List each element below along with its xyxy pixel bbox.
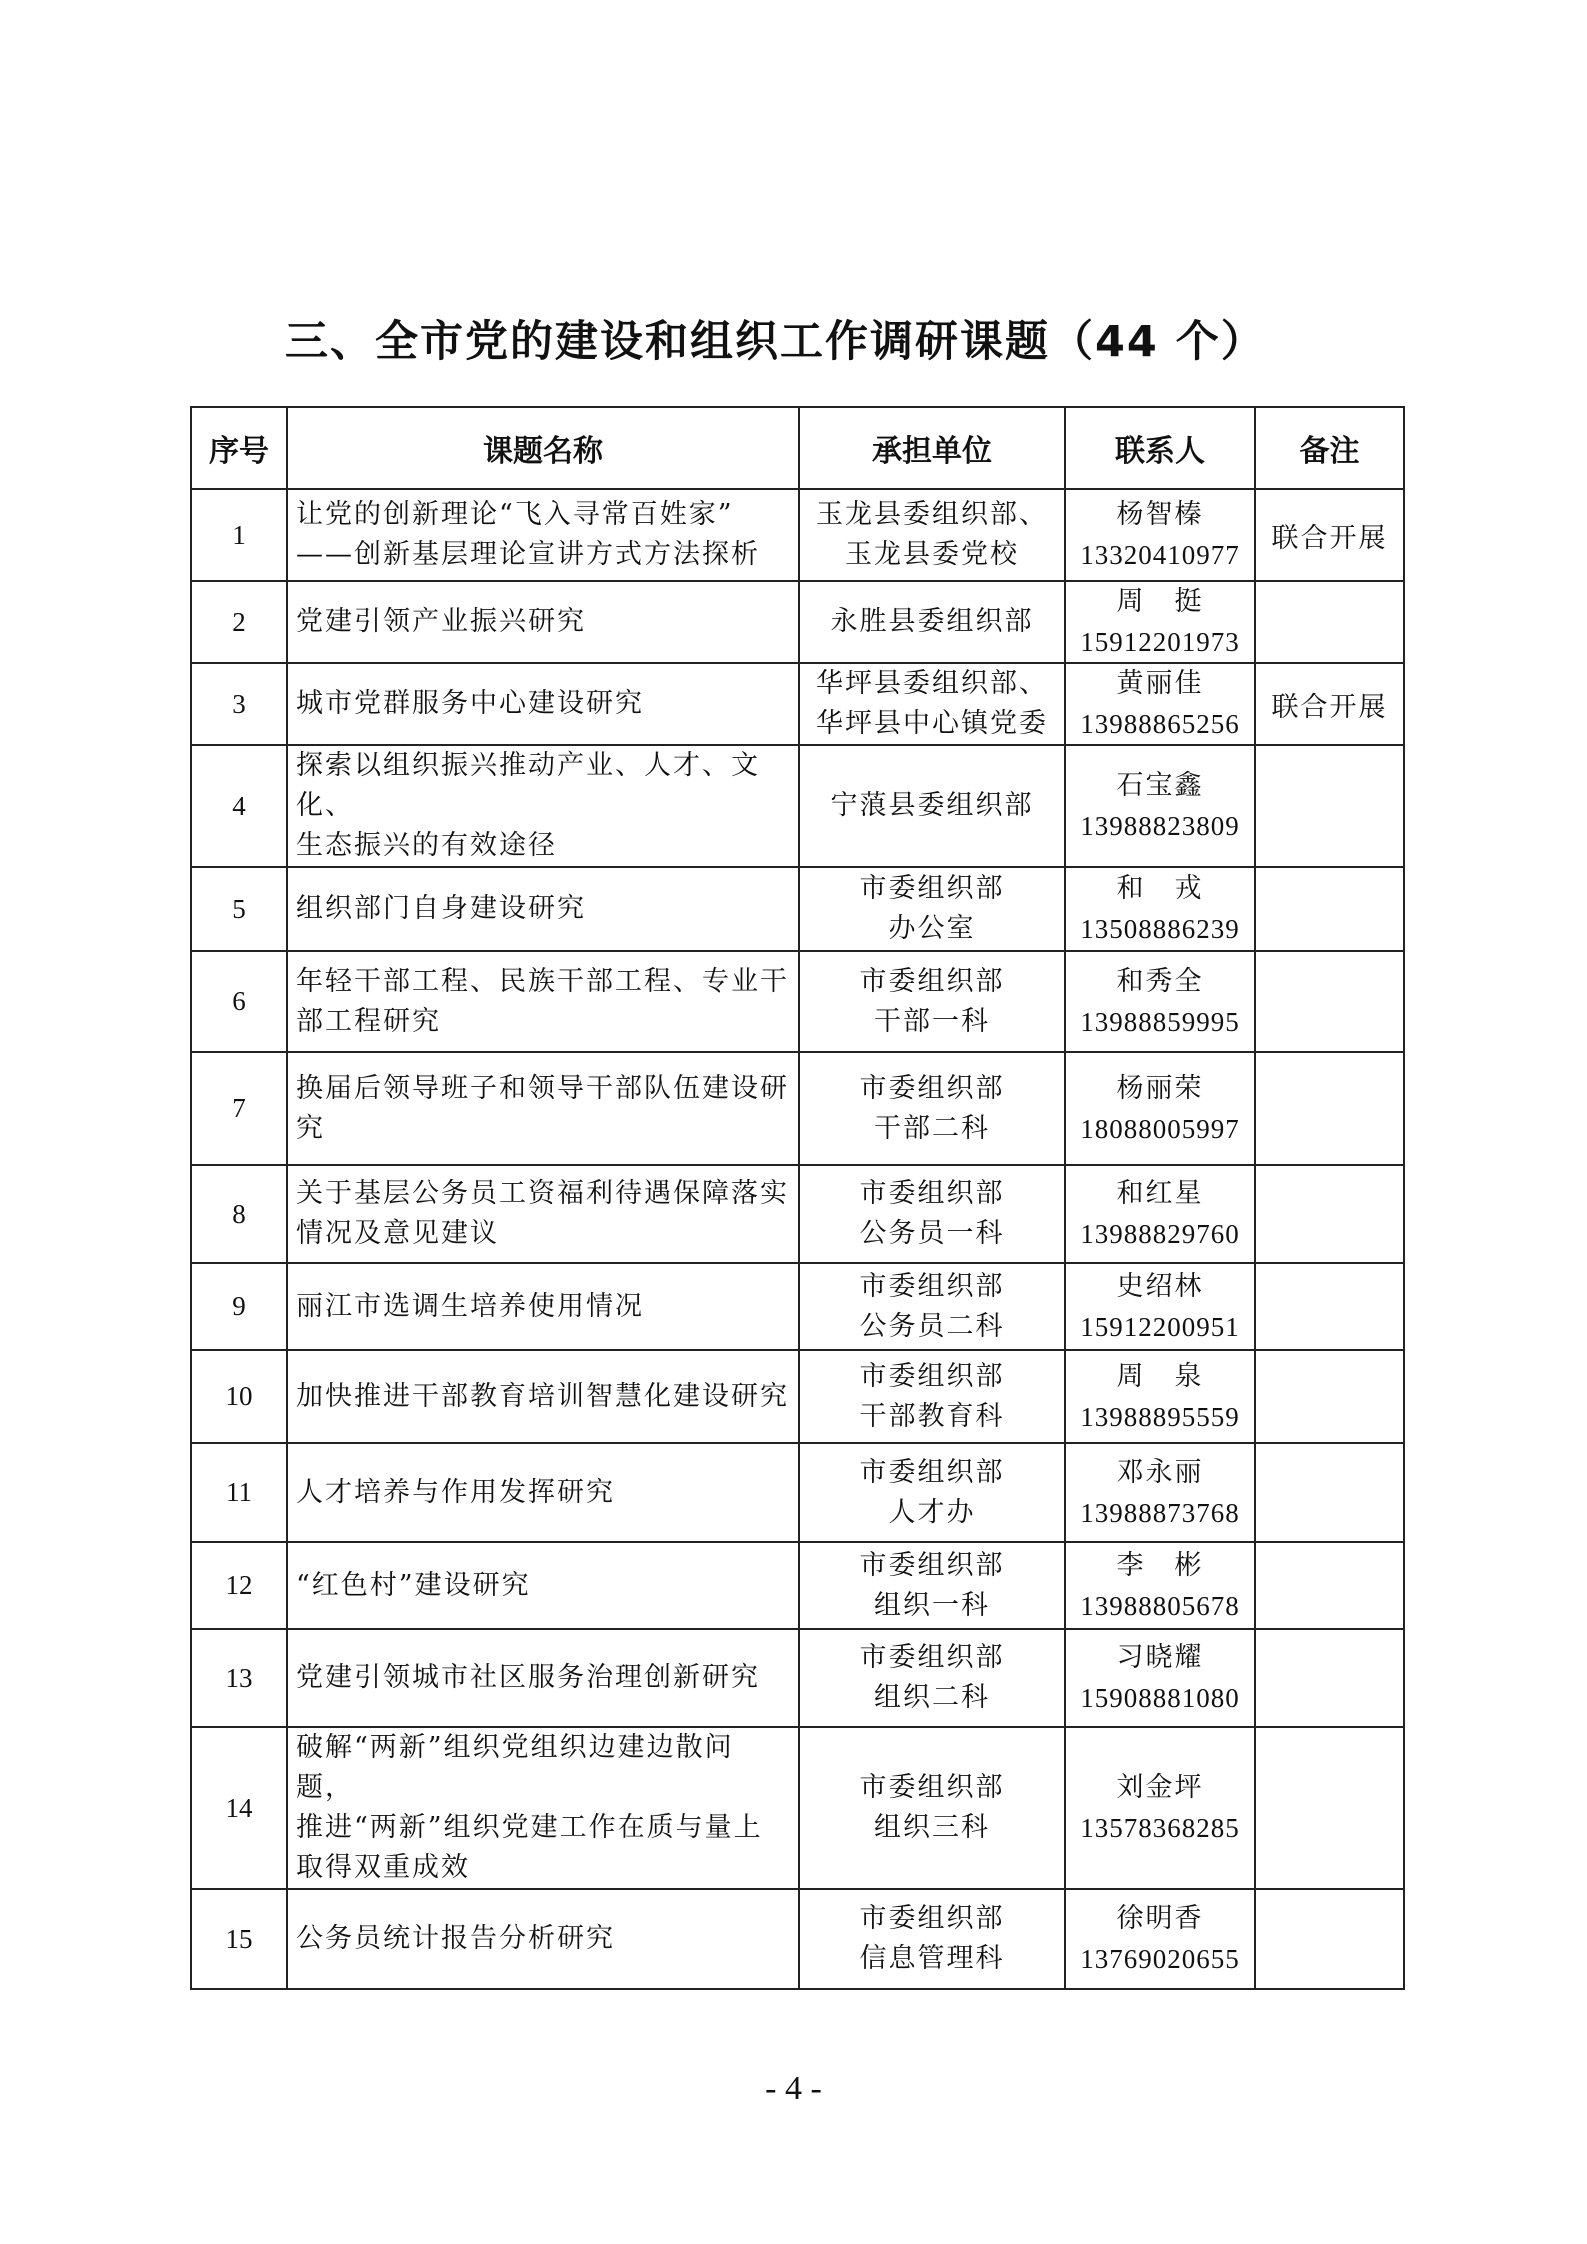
remark (1255, 1443, 1404, 1542)
remark (1255, 1263, 1404, 1350)
contact-name: 和 戎 (1116, 873, 1204, 904)
column-header-no: 序号 (191, 407, 287, 489)
table-row (191, 663, 1404, 745)
topic-title: 让党的创新理论“飞入寻常百姓家” ——创新基层理论宣讲方式方法探析 (287, 489, 799, 581)
responsible-unit: 市委组织部 办公室 (799, 867, 1065, 951)
contact-name: 杨智榛 (1116, 499, 1204, 530)
responsible-unit: 市委组织部 信息管理科 (799, 1889, 1065, 1989)
contact-cell (1065, 1629, 1255, 1727)
responsible-unit: 市委组织部 组织三科 (799, 1727, 1065, 1889)
research-topics-table (190, 406, 1405, 1990)
remark (1255, 1350, 1404, 1443)
topic-title: 党建引领城市社区服务治理创新研究 (287, 1629, 799, 1727)
contact-phone: 15912200951 (1080, 1311, 1240, 1342)
contact-phone: 18088005997 (1080, 1113, 1240, 1144)
table-row (191, 1443, 1404, 1542)
topic-title: 城市党群服务中心建设研究 (287, 663, 799, 745)
contact-cell (1065, 1889, 1255, 1989)
contact-phone: 13769020655 (1080, 1944, 1240, 1974)
contact-name: 周 挺 (1116, 586, 1204, 617)
topic-title: 人才培养与作用发挥研究 (287, 1443, 799, 1542)
row-number: 8 (191, 1165, 287, 1263)
remark (1255, 1629, 1404, 1727)
responsible-unit: 市委组织部 组织二科 (799, 1629, 1065, 1727)
topic-title: 探索以组织振兴推动产业、人才、文化、 生态振兴的有效途径 (287, 745, 799, 867)
remark (1255, 867, 1404, 951)
table-row (191, 1263, 1404, 1350)
table-row (191, 1889, 1404, 1989)
table-row (191, 581, 1404, 663)
contact-name: 徐明香 (1116, 1903, 1204, 1934)
row-number: 9 (191, 1263, 287, 1350)
responsible-unit: 永胜县委组织部 (799, 581, 1065, 663)
remark (1255, 1165, 1404, 1263)
contact-phone: 13988829760 (1080, 1219, 1240, 1249)
contact-cell (1065, 581, 1255, 663)
contact-cell (1065, 663, 1255, 745)
row-number: 13 (191, 1629, 287, 1727)
responsible-unit: 玉龙县委组织部、 玉龙县委党校 (799, 489, 1065, 581)
row-number: 7 (191, 1052, 287, 1165)
contact-phone: 13988823809 (1080, 811, 1240, 841)
table-row (191, 1052, 1404, 1165)
remark (1255, 1052, 1404, 1165)
topic-title: 破解“两新”组织党组织边建边散问题， 推进“两新”组织党建工作在质与量上 取得双重成效 (287, 1727, 799, 1889)
contact-name: 杨丽荣 (1116, 1072, 1204, 1104)
contact-cell (1065, 489, 1255, 581)
responsible-unit: 华坪县委组织部、 华坪县中心镇党委 (799, 663, 1065, 745)
responsible-unit: 市委组织部 干部教育科 (799, 1350, 1065, 1443)
remark (1255, 745, 1404, 867)
contact-name: 黄丽佳 (1116, 668, 1204, 699)
contact-cell (1065, 1443, 1255, 1542)
contact-cell (1065, 951, 1255, 1052)
row-number: 3 (191, 663, 287, 745)
row-number: 4 (191, 745, 287, 867)
topic-title: 组织部门自身建设研究 (287, 867, 799, 951)
contact-phone: 13988895559 (1080, 1401, 1240, 1432)
contact-cell (1065, 1727, 1255, 1889)
topic-title: 公务员统计报告分析研究 (287, 1889, 799, 1989)
row-number: 10 (191, 1350, 287, 1443)
contact-name: 石宝鑫 (1116, 770, 1204, 801)
contact-name: 和红星 (1116, 1178, 1204, 1209)
topic-title: 年轻干部工程、民族干部工程、专业干 部工程研究 (287, 951, 799, 1052)
contact-cell (1065, 745, 1255, 867)
remark: 联合开展 (1255, 663, 1404, 745)
contact-cell (1065, 1165, 1255, 1263)
column-header-contact: 联系人 (1065, 407, 1255, 489)
responsible-unit: 市委组织部 人才办 (799, 1443, 1065, 1542)
responsible-unit: 市委组织部 公务员一科 (799, 1165, 1065, 1263)
column-header-unit: 承担单位 (799, 407, 1065, 489)
remark (1255, 1889, 1404, 1989)
contact-phone: 13320410977 (1080, 540, 1240, 570)
contact-cell (1065, 1542, 1255, 1629)
column-header-note: 备注 (1255, 407, 1404, 489)
contact-phone: 13508886239 (1080, 914, 1240, 944)
contact-phone: 13988873768 (1080, 1497, 1240, 1528)
row-number: 15 (191, 1889, 287, 1989)
row-number: 11 (191, 1443, 287, 1542)
contact-cell (1065, 867, 1255, 951)
remark (1255, 581, 1404, 663)
contact-phone: 13988805678 (1080, 1590, 1240, 1621)
contact-phone: 13988865256 (1080, 709, 1240, 739)
responsible-unit: 市委组织部 公务员二科 (799, 1263, 1065, 1350)
contact-phone: 15912201973 (1080, 627, 1240, 657)
row-number: 1 (191, 489, 287, 581)
row-number: 5 (191, 867, 287, 951)
column-header-title: 课题名称 (287, 407, 799, 489)
remark (1255, 951, 1404, 1052)
topic-title: 党建引领产业振兴研究 (287, 581, 799, 663)
row-number: 6 (191, 951, 287, 1052)
contact-name: 刘金坪 (1116, 1772, 1204, 1803)
responsible-unit: 市委组织部 组织一科 (799, 1542, 1065, 1629)
contact-name: 习晓耀 (1116, 1642, 1204, 1673)
contact-cell (1065, 1263, 1255, 1350)
remark: 联合开展 (1255, 489, 1404, 581)
topic-title: “红色村”建设研究 (287, 1542, 799, 1629)
row-number: 14 (191, 1727, 287, 1889)
contact-name: 李 彬 (1116, 1549, 1204, 1581)
contact-name: 史绍林 (1116, 1270, 1204, 1302)
table-row (191, 1542, 1404, 1629)
table-row (191, 745, 1404, 867)
row-number: 2 (191, 581, 287, 663)
contact-name: 和秀全 (1116, 965, 1204, 997)
contact-phone: 13578368285 (1080, 1813, 1240, 1843)
contact-name: 邓永丽 (1116, 1456, 1204, 1488)
contact-cell (1065, 1052, 1255, 1165)
table-row (191, 1165, 1404, 1263)
remark (1255, 1542, 1404, 1629)
topic-title: 加快推进干部教育培训智慧化建设研究 (287, 1350, 799, 1443)
contact-cell (1065, 1350, 1255, 1443)
topic-title: 丽江市选调生培养使用情况 (287, 1263, 799, 1350)
table-row (191, 951, 1404, 1052)
contact-phone: 13988859995 (1080, 1006, 1240, 1037)
contact-name: 周 泉 (1116, 1360, 1204, 1392)
responsible-unit: 市委组织部 干部二科 (799, 1052, 1065, 1165)
contact-phone: 15908881080 (1080, 1683, 1240, 1713)
table-header-row (191, 407, 1404, 489)
topic-title: 关于基层公务员工资福利待遇保障落实 情况及意见建议 (287, 1165, 799, 1263)
table-row (191, 1727, 1404, 1889)
table-row (191, 1350, 1404, 1443)
table-row (191, 489, 1404, 581)
table-row (191, 1629, 1404, 1727)
table-row (191, 867, 1404, 951)
row-number: 12 (191, 1542, 287, 1629)
topic-title: 换届后领导班子和领导干部队伍建设研 究 (287, 1052, 799, 1165)
remark (1255, 1727, 1404, 1889)
page-title: 三、全市党的建设和组织工作调研课题（44 个） (285, 317, 1266, 367)
responsible-unit: 宁蒗县委组织部 (799, 745, 1065, 867)
page-number: - 4 - (765, 2070, 822, 2107)
responsible-unit: 市委组织部 干部一科 (799, 951, 1065, 1052)
